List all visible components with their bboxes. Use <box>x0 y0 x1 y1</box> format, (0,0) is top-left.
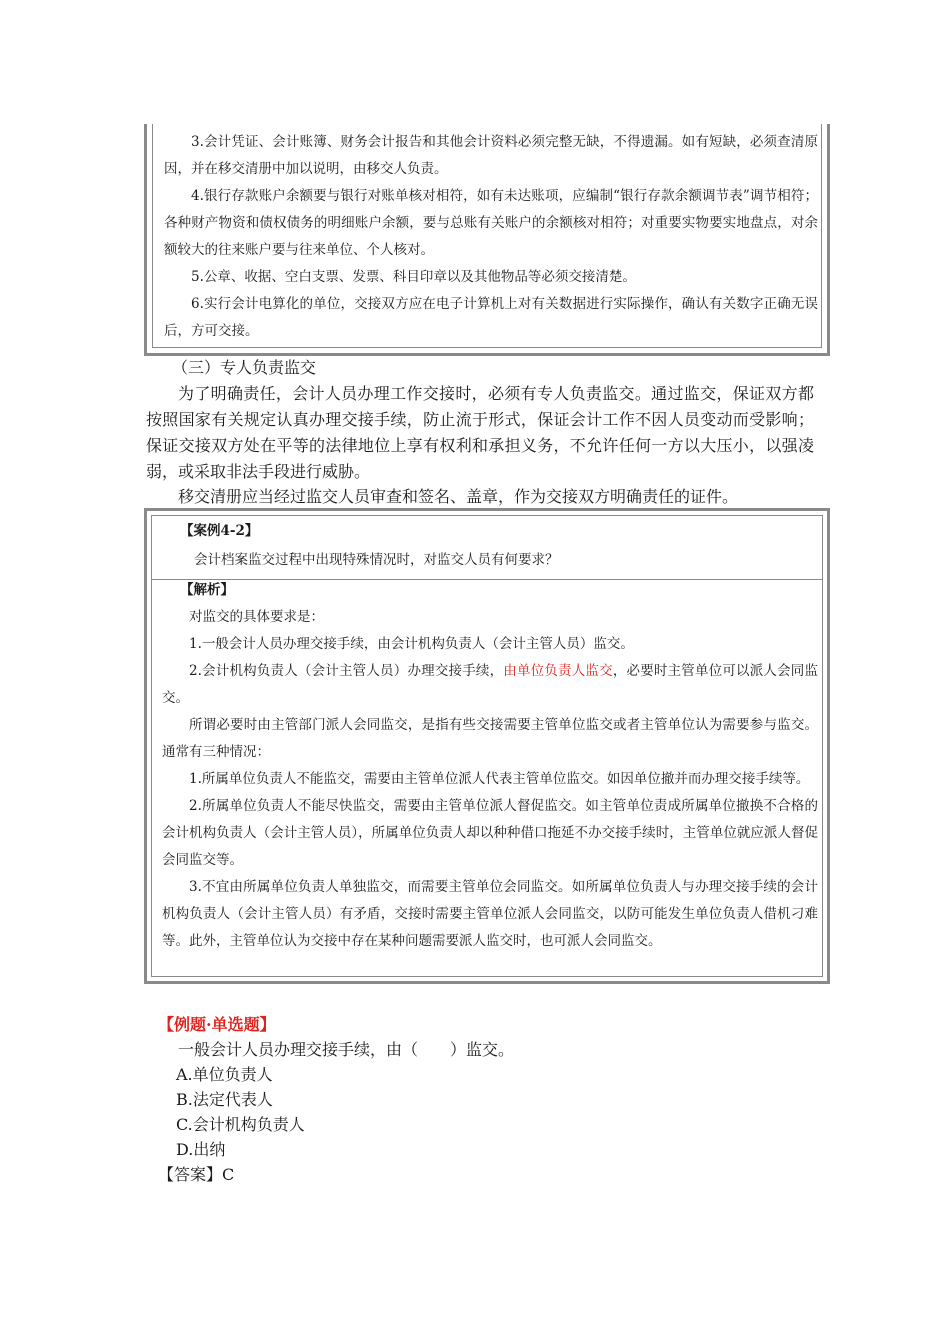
example-option-c: C.会计机构负责人 <box>176 1115 305 1134</box>
analysis-label-text: 【解析】 <box>180 582 234 598</box>
case-label <box>180 518 258 545</box>
section-paragraph-1-text: 为了明确责任，会计人员办理工作交接时，必须有专人负责监交。通过监交，保证双方都按照国家有关规定认真办理交接手续，防止流于形式，保证会计工作不因人员变动而受影响；保证交接双方处在平等的法律地位上享有权利和承担义务，不允许任何一方以大压小，以强凌弱，或采取非法手段进行威胁。 <box>146 384 814 481</box>
analysis-item-2-highlight: 由单位负责人监交 <box>503 663 613 679</box>
analysis-paragraph: 所谓必要时由主管部门派人会同监交，是指有些交接需要主管单位监交或者主管单位认为需要参与监交。通常有三种情况： <box>162 717 818 760</box>
example-option-a: A.单位负责人 <box>176 1065 273 1084</box>
handover-item-4: 4.银行存款账户余额要与银行对账单核对相符，如有未达账项，应编制“银行存款余额调节表”调节相符；各种财产物资和债权债务的明细账户余额，要与总账有关账户的余额核对相符；对重要实物要实地盘点，对余额较大的往来账户要与往来单位、个人核对。 <box>164 188 818 258</box>
handover-item-3: 3.会计凭证、会计账簿、财务会计报告和其他会计资料必须完整无缺，不得遗漏。如有短缺，必须查清原因，并在移交清册中加以说明，由移交人负责。 <box>164 134 818 177</box>
example-option-b: B.法定代表人 <box>176 1090 273 1109</box>
handover-item-5: 5.公章、收据、空白支票、发票、科目印章以及其他物品等必须交接清楚。 <box>191 269 636 285</box>
handover-item-6: 6.实行会计电算化的单位，交接双方应在电子计算机上对有关数据进行实际操作，确认有关数字正确无误后，方可交接。 <box>164 296 818 339</box>
analysis-sub-3: 3.不宜由所属单位负责人单独监交，而需要主管单位会同监交。如所属单位负责人与办理交接手续的会计机构负责人（会计主管人员）有矛盾，交接时需要主管单位派人会同监交，以防可能发生单位负责人借机刁难等。此外，主管单位认为交接中存在某种问题需要派人监交时，也可派人会同监交。 <box>162 879 818 949</box>
section-paragraph-1 <box>146 381 814 485</box>
top-info-text <box>164 129 818 345</box>
analysis-item-2 <box>162 658 818 712</box>
section-heading: （三）专人负责监交 <box>172 358 317 377</box>
section-paragraph-2-text: 移交清册应当经过监交人员审查和签名、盖章，作为交接双方明确责任的证件。 <box>178 487 739 506</box>
case-question <box>194 547 559 574</box>
case-label-text: 【案例4-2】 <box>180 523 259 539</box>
analysis-intro: 对监交的具体要求是： <box>189 609 324 625</box>
case-analysis <box>162 577 818 955</box>
section-paragraph-2 <box>146 484 814 510</box>
analysis-sub-2: 2.所属单位负责人不能尽快监交，需要由主管单位派人督促监交。如主管单位责成所属单位撤换不合格的会计机构负责人（会计主管人员），所属单位负责人却以种种借口拖延不办交接手续时，主管单位就应派人督促会同监交等。 <box>162 798 818 868</box>
example-option-d: D.出纳 <box>176 1140 226 1159</box>
analysis-item-1: 1.一般会计人员办理交接手续，由会计机构负责人（会计主管人员）监交。 <box>189 636 634 652</box>
analysis-item-2-part-b: ，必要时主管单位可以派人会同监交。 <box>162 663 818 706</box>
analysis-label <box>162 577 818 604</box>
example-answer: 【答案】C <box>158 1165 235 1184</box>
example-label: 【例题·单选题】 <box>158 1015 276 1034</box>
analysis-sub-1: 1.所属单位负责人不能监交，需要由主管单位派人代表主管单位监交。如因单位撤并而办理交接手续等。 <box>189 771 810 787</box>
case-question-text: 会计档案监交过程中出现特殊情况时，对监交人员有何要求？ <box>194 552 559 568</box>
analysis-item-2-part-a: 2.会计机构负责人（会计主管人员）办理交接手续， <box>189 663 504 679</box>
example-question: 一般会计人员办理交接手续，由（ ）监交。 <box>178 1040 515 1059</box>
